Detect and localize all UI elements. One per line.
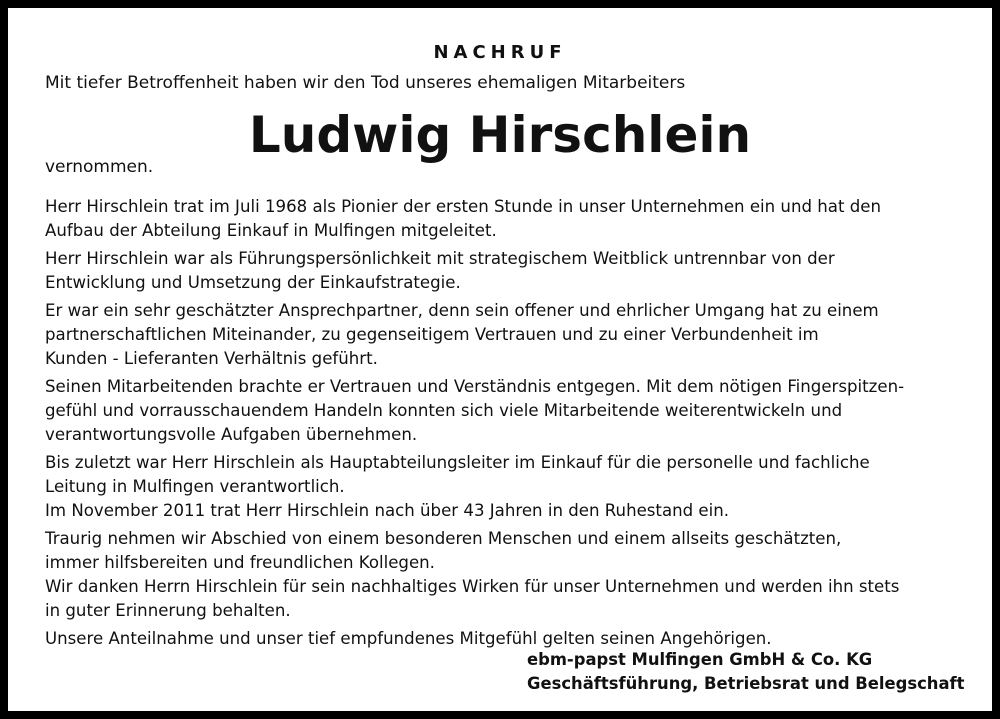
signatory-groups: Geschäftsführung, Betriebsrat und Belegschaft xyxy=(527,674,965,693)
signature-block xyxy=(527,648,965,696)
text-line: Im November 2011 trat Herr Hirschlein nach über 43 Jahren in den Ruhestand ein. xyxy=(45,501,730,520)
intro-text: Mit tiefer Betroffenheit haben wir den Tod unseres ehemaligen Mitarbeiters xyxy=(45,73,686,93)
deceased-name: Ludwig Hirschlein xyxy=(248,106,752,164)
text-line: Kunden - Lieferanten Verhältnis geführt. xyxy=(45,349,378,368)
text-line: Bis zuletzt war Herr Hirschlein als Hauptabteilungsleiter im Einkauf für die personelle und fachliche xyxy=(45,453,870,472)
paragraph xyxy=(45,247,980,295)
text-line: Entwicklung und Umsetzung der Einkaufstrategie. xyxy=(45,273,461,292)
after-name-text: vernommen. xyxy=(45,157,154,177)
paragraph xyxy=(45,299,980,371)
text-line: Wir danken Herrn Hirschlein für sein nachhaltiges Wirken für unser Unternehmen und werden ihn stets xyxy=(45,577,900,596)
notice-heading: NACHRUF xyxy=(433,42,567,63)
text-line: Seinen Mitarbeitenden brachte er Vertrauen und Verständnis entgegen. Mit dem nötigen Fingerspitzen- xyxy=(45,377,905,396)
text-line: Herr Hirschlein war als Führungspersönlichkeit mit strategischem Weitblick untrennbar von der xyxy=(45,249,835,268)
text-line: partnerschaftlichen Miteinander, zu gegenseitigem Vertrauen und zu einer Verbundenheit im xyxy=(45,325,819,344)
text-line: Unsere Anteilnahme und unser tief empfundenes Mitgefühl gelten seinen Angehörigen. xyxy=(45,629,772,648)
text-line: Traurig nehmen wir Abschied von einem besonderen Menschen und einem allseits geschätzten, xyxy=(45,529,842,548)
text-line: Aufbau der Abteilung Einkauf in Mulfingen mitgeleitet. xyxy=(45,221,497,240)
text-line: Herr Hirschlein trat im Juli 1968 als Pionier der ersten Stunde in unser Unternehmen ein und hat den xyxy=(45,197,881,216)
text-line: Leitung in Mulfingen verantwortlich. xyxy=(45,477,345,496)
text-line: verantwortungsvolle Aufgaben übernehmen. xyxy=(45,425,418,444)
notice-body xyxy=(45,195,980,651)
text-line: in guter Erinnerung behalten. xyxy=(45,601,291,620)
paragraph xyxy=(45,451,980,523)
paragraph xyxy=(45,195,980,243)
paragraph xyxy=(45,375,980,447)
text-line: immer hilfsbereiten und freundlichen Kollegen. xyxy=(45,553,435,572)
paragraph xyxy=(45,527,980,623)
text-line: Er war ein sehr geschätzter Ansprechpartner, denn sein offener und ehrlicher Umgang hat zu einem xyxy=(45,301,879,320)
company-name: ebm-papst Mulfingen GmbH & Co. KG xyxy=(527,650,873,669)
text-line: gefühl und vorrausschauendem Handeln konnten sich viele Mitarbeitende weiterentwickeln und xyxy=(45,401,843,420)
